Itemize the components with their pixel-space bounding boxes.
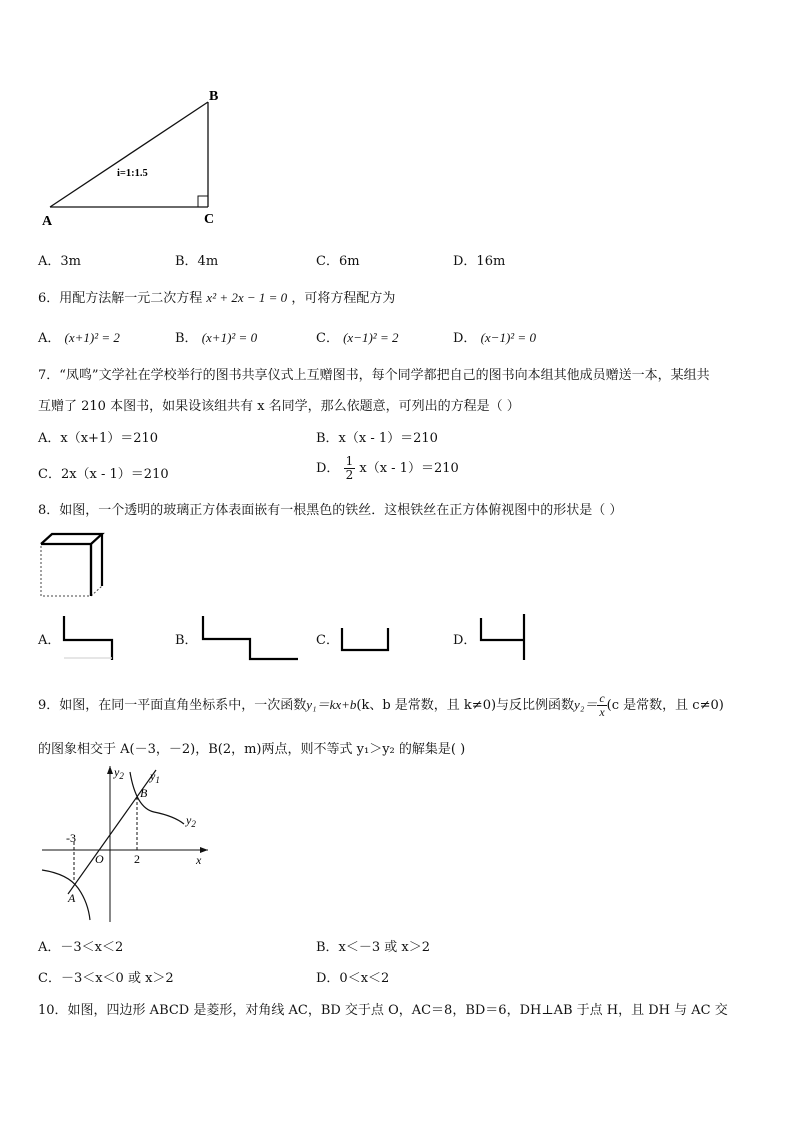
right-angle-mark xyxy=(198,196,208,207)
label-2: 2 xyxy=(134,852,140,866)
q9-y1-expr: y₁＝kx+b xyxy=(306,697,357,712)
triangle-figure xyxy=(30,85,230,235)
q8-option-b-shape[interactable] xyxy=(198,612,302,662)
q6-option-b-letter: B． xyxy=(175,331,198,346)
q9-line1-b: (k、b 是常数，且 k≠0)与反比例函数 xyxy=(356,698,575,713)
q6-option-c[interactable] xyxy=(316,327,398,346)
q8-option-a-shape[interactable] xyxy=(60,612,118,662)
q6-option-a[interactable] xyxy=(38,327,120,346)
q9-option-c[interactable]: C．－3＜x＜0 或 x＞2 xyxy=(38,971,174,986)
q6-option-a-expr: (x+1)² = 2 xyxy=(64,330,120,345)
q7-option-d-rest: x（x - 1）＝210 xyxy=(359,461,459,476)
label-b: B xyxy=(140,786,148,800)
q8-option-a-letter[interactable]: A． xyxy=(38,633,61,648)
fraction-denominator: 2 xyxy=(345,468,354,482)
q9-y2-lhs: y₂＝ xyxy=(574,697,598,712)
q5-option-c[interactable]: C．6m xyxy=(316,254,360,269)
q5-option-a[interactable]: A．3m xyxy=(38,254,81,269)
q8-option-d-shape[interactable] xyxy=(476,610,532,662)
cube-front-face xyxy=(41,544,91,596)
q7-option-d[interactable] xyxy=(316,455,459,482)
wire-top xyxy=(41,534,102,544)
q9-fraction xyxy=(597,692,606,719)
q6-option-b[interactable] xyxy=(175,327,257,346)
q6-option-a-letter: A． xyxy=(38,331,61,346)
q7-stem-line2: 互赠了 210 本图书，如果设该组共有 x 名同学，那么依题意，可列出的方程是（ ） xyxy=(38,399,520,414)
q6-equation: x² + 2x − 1 = 0 xyxy=(206,290,288,305)
q7-option-a[interactable]: A．x（x+1）＝210 xyxy=(38,431,159,446)
q8-option-c-letter[interactable]: C． xyxy=(316,633,339,648)
label-y2-axis: $y_2$ xyxy=(114,765,124,781)
fraction-numerator: c xyxy=(599,691,605,705)
q9-option-d[interactable]: D．0＜x＜2 xyxy=(316,971,390,986)
q9-stem-line2: 的图象相交于 A(－3，－2)，B(2，m)两点，则不等式 y₁＞y₂ 的解集是( ) xyxy=(38,742,466,757)
label-y1: $y_1$ xyxy=(150,769,160,785)
slope-label: i=1:1.5 xyxy=(117,168,148,179)
q7-option-d-letter: D． xyxy=(316,461,340,476)
q6-stem-before: 6．用配方法解一元二次方程 xyxy=(38,291,203,306)
q5-option-b[interactable]: B．4m xyxy=(175,254,219,269)
q6-option-d-letter: D． xyxy=(453,331,477,346)
cube-figure xyxy=(36,530,106,602)
q6-stem-after: ，可将方程配方为 xyxy=(291,291,396,306)
q6-option-c-letter: C． xyxy=(316,331,339,346)
q6-stem xyxy=(38,287,395,306)
label-b: B xyxy=(209,89,219,104)
label-neg3: -3 xyxy=(66,831,76,845)
cube-edge xyxy=(91,586,102,596)
q6-option-d[interactable] xyxy=(453,327,536,346)
q6-option-c-expr: (x−1)² = 2 xyxy=(343,330,399,345)
label-a: A xyxy=(68,891,76,905)
label-x: x xyxy=(196,853,202,867)
label-origin: O xyxy=(95,852,104,866)
curve-y2-q3 xyxy=(42,870,90,920)
q10-stem-line1: 10．如图，四边形 ABCD 是菱形，对角线 AC，BD 交于点 O，AC＝8，BD＝6，DH⊥AB 于点 H，且 DH 与 AC 交 xyxy=(38,1003,728,1018)
q6-option-d-expr: (x−1)² = 0 xyxy=(480,330,536,345)
q7-option-c[interactable]: C．2x（x - 1）＝210 xyxy=(38,467,169,482)
side-ab xyxy=(50,102,208,207)
q8-stem: 8．如图，一个透明的玻璃正方体表面嵌有一根黑色的铁丝．这根铁丝在正方体俯视图中的形状是（ ） xyxy=(38,503,623,518)
q9-line1-c: (c 是常数，且 c≠0) xyxy=(606,698,724,713)
q8-option-d-letter[interactable]: D． xyxy=(453,633,477,648)
q8-option-c-shape[interactable] xyxy=(338,618,394,658)
label-c: C xyxy=(204,212,215,227)
q9-stem-line1 xyxy=(38,692,724,719)
q6-option-b-expr: (x+1)² = 0 xyxy=(201,330,258,345)
fraction-denominator: x xyxy=(599,705,605,719)
label-a: A xyxy=(42,214,53,229)
q7-option-d-fraction xyxy=(344,455,356,482)
q8-option-b-letter[interactable]: B． xyxy=(175,633,198,648)
q9-option-b[interactable]: B．x＜－3 或 x＞2 xyxy=(316,940,431,955)
q9-graph xyxy=(38,762,218,930)
fraction-numerator: 1 xyxy=(345,454,354,468)
q5-option-d[interactable]: D．16m xyxy=(453,254,506,269)
q9-line1-a: 9．如图，在同一平面直角坐标系中，一次函数 xyxy=(38,698,307,713)
q7-option-b[interactable]: B．x（x - 1）＝210 xyxy=(316,431,438,446)
q7-stem-line1: 7．“凤鸣”文学社在学校举行的图书共享仪式上互赠图书，每个同学都把自己的图书向本组其他成员赠送一本，某组共 xyxy=(38,368,710,383)
label-y2-curve: $y_2$ xyxy=(186,813,196,829)
q9-option-a[interactable]: A．－3＜x＜2 xyxy=(38,940,124,955)
y-axis-arrow xyxy=(107,766,113,774)
